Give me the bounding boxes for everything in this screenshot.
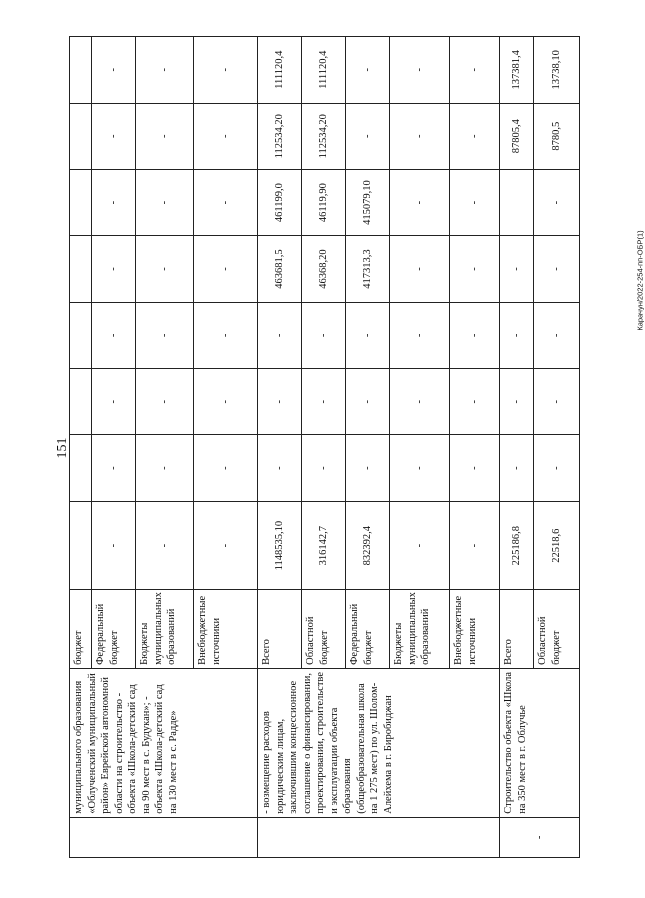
value-cell: 46368,20 [302,236,346,302]
document-reference-note: Карачун/2022-254-пп-ОБР(1) [635,230,645,331]
row-number-cell [70,817,258,857]
value-cell: 1148535,10 [258,501,302,590]
value-cell: - [136,236,194,302]
value-cell: - [92,37,136,104]
value-cell: - [136,302,194,368]
value-cell: - [390,302,450,368]
value-cell: 22518,6 [534,501,580,590]
value-cell: 111120,4 [258,37,302,104]
table-row [258,37,302,858]
value-cell: - [534,236,580,302]
row-number-cell [258,817,500,857]
value-cell: - [450,435,500,501]
value-cell: 13738,10 [534,37,580,104]
value-cell: - [92,236,136,302]
funding-source-cell: Федеральный бюджет [92,590,136,668]
measure-name-cell: - возмещение расходов юридическим лицам, заключившим концессионное соглашение о финансировании, проектировании, строительстве и эксплуатации объекта образования (общеобразовательная школа на 1 275 мест) по ул. Шолом-Алейхема в г. Биробиджан [258,668,500,817]
value-cell [70,37,92,104]
value-cell: - [450,236,500,302]
value-cell: - [534,169,580,235]
value-cell: - [346,302,390,368]
value-cell: - [534,302,580,368]
table-row [500,37,534,858]
measure-name-cell: муниципального образования «Облученский муниципальный район» Еврейской автономной области на строительство - объекта «Школа-детский сад на 90 мест в с. Будукан»; - объекта «Школа-детский сад на 130 мест в с. Радде» [70,668,258,817]
value-cell: - [500,236,534,302]
value-cell [70,435,92,501]
value-cell [70,169,92,235]
value-cell: 225186,8 [500,501,534,590]
funding-source-cell: Областной бюджет [534,590,580,668]
value-cell: 832392,4 [346,501,390,590]
value-cell: 137381,4 [500,37,534,104]
value-cell: - [390,169,450,235]
value-cell: - [136,37,194,104]
table-body [70,37,580,858]
value-cell: - [450,369,500,435]
value-cell: - [346,369,390,435]
page-number: 151 [55,437,70,459]
value-cell: - [258,435,302,501]
value-cell: - [92,103,136,169]
row-number-cell: - [500,817,580,857]
value-cell: 463681,5 [258,236,302,302]
value-cell: - [390,501,450,590]
value-cell: - [346,103,390,169]
value-cell: - [346,37,390,104]
value-cell [500,169,534,235]
funding-source-cell: Бюджеты муниципальных образований [390,590,450,668]
value-cell: - [450,103,500,169]
value-cell: - [390,103,450,169]
table-row [70,37,92,858]
value-cell: - [302,435,346,501]
value-cell: 417313,3 [346,236,390,302]
value-cell: - [136,501,194,590]
value-cell [70,236,92,302]
funding-source-cell: Всего [500,590,534,668]
value-cell: - [302,302,346,368]
funding-source-cell: Федеральный бюджет [346,590,390,668]
budget-table [69,36,580,858]
value-cell: - [92,369,136,435]
measure-name-cell: Строительство объекта «Школа на 350 мест в г. Облучье [500,668,580,817]
value-cell: - [534,369,580,435]
value-cell: - [500,302,534,368]
value-cell: - [194,302,258,368]
value-cell: - [136,435,194,501]
value-cell: 415079,10 [346,169,390,235]
value-cell: - [534,435,580,501]
funding-source-cell: Внебюджетные источники [450,590,500,668]
value-cell: - [302,369,346,435]
value-cell: - [194,236,258,302]
value-cell: - [194,103,258,169]
funding-source-cell: Всего [258,590,302,668]
value-cell: - [258,302,302,368]
value-cell: - [390,435,450,501]
value-cell: 112534,20 [302,103,346,169]
value-cell: - [92,169,136,235]
value-cell: - [194,369,258,435]
value-cell: - [92,435,136,501]
value-cell: - [450,37,500,104]
value-cell: - [390,37,450,104]
value-cell: - [390,236,450,302]
value-cell: - [136,169,194,235]
value-cell: 87805,4 [500,103,534,169]
funding-source-cell: Внебюджетные источники [194,590,258,668]
value-cell: - [92,501,136,590]
value-cell: - [194,169,258,235]
value-cell: - [500,369,534,435]
value-cell: - [390,369,450,435]
value-cell [70,302,92,368]
value-cell: 112534,20 [258,103,302,169]
value-cell: - [450,501,500,590]
value-cell: 316142,7 [302,501,346,590]
value-cell: - [136,369,194,435]
funding-source-cell: бюджет [70,590,92,668]
value-cell: - [136,103,194,169]
funding-source-cell: Бюджеты муниципальных образований [136,590,194,668]
value-cell: - [258,369,302,435]
value-cell: - [346,435,390,501]
rotated-table-container [69,36,562,858]
value-cell: 111120,4 [302,37,346,104]
value-cell: 461199,0 [258,169,302,235]
value-cell [70,369,92,435]
value-cell: 8780,5 [534,103,580,169]
value-cell: - [92,302,136,368]
value-cell: - [450,169,500,235]
value-cell: - [450,302,500,368]
value-cell: - [194,435,258,501]
value-cell: - [194,501,258,590]
funding-source-cell: Областной бюджет [302,590,346,668]
value-cell [70,501,92,590]
value-cell [70,103,92,169]
value-cell: - [500,435,534,501]
value-cell: - [194,37,258,104]
value-cell: 46119,90 [302,169,346,235]
